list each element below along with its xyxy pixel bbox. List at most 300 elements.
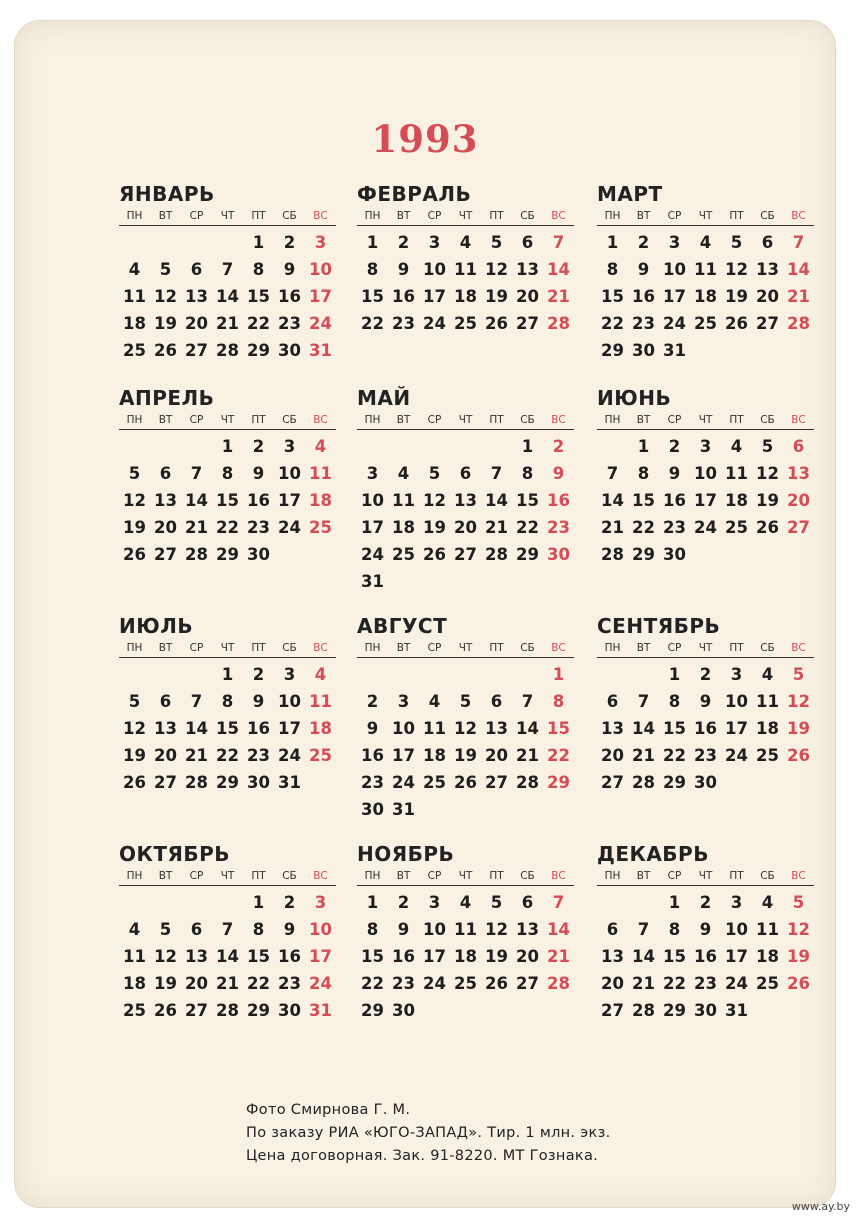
day-cell: 3	[730, 665, 743, 684]
day-cell: 3	[699, 437, 712, 456]
weekday-label: СБ	[282, 642, 297, 654]
day-cell: 31	[663, 341, 686, 360]
empty-cell	[450, 433, 481, 460]
day-cell: 27	[601, 1001, 624, 1020]
weekday-label: ПН	[604, 210, 621, 222]
empty-cell	[119, 433, 150, 460]
day-cell: 25	[454, 314, 477, 333]
empty-cell	[450, 661, 481, 688]
weekday-label: ВС	[551, 210, 566, 222]
day-cell: 4	[761, 893, 774, 912]
weekday-label: ПН	[126, 870, 143, 882]
day-cell: 17	[423, 947, 446, 966]
day-cell: 23	[663, 518, 686, 537]
day-cell: 19	[756, 491, 779, 510]
day-cell: 1	[252, 893, 265, 912]
weekday-label: СР	[189, 642, 204, 654]
weekday-label: ПТ	[251, 642, 266, 654]
weekday-header	[597, 867, 814, 886]
day-cell: 25	[725, 518, 748, 537]
day-cell: 3	[283, 437, 296, 456]
day-cell: 10	[725, 920, 748, 939]
day-cell: 25	[309, 746, 332, 765]
day-cell: 27	[154, 773, 177, 792]
day-cell: 28	[632, 773, 655, 792]
month-block	[597, 613, 819, 841]
weekday-label: СР	[667, 870, 682, 882]
day-cell: 24	[361, 545, 384, 564]
day-cell: 20	[185, 974, 208, 993]
day-cell: 2	[252, 665, 265, 684]
day-cell: 21	[516, 746, 539, 765]
day-cell: 18	[123, 974, 146, 993]
day-cell: 6	[521, 233, 534, 252]
day-cell: 30	[694, 773, 717, 792]
day-cell: 15	[216, 719, 239, 738]
day-cell: 23	[632, 314, 655, 333]
day-grid	[597, 433, 814, 568]
weekday-label: ВС	[551, 414, 566, 426]
day-cell: 5	[490, 893, 503, 912]
day-cell: 25	[423, 773, 446, 792]
month-block	[119, 613, 357, 841]
day-cell: 23	[361, 773, 384, 792]
weekday-label: СБ	[520, 642, 535, 654]
day-cell: 12	[123, 491, 146, 510]
day-cell: 27	[516, 974, 539, 993]
weekday-label: ЧТ	[698, 414, 713, 426]
day-grid	[597, 889, 814, 1024]
empty-cell	[388, 661, 419, 688]
day-cell: 25	[123, 341, 146, 360]
day-cell: 10	[423, 260, 446, 279]
day-cell: 21	[601, 518, 624, 537]
day-cell: 9	[252, 464, 265, 483]
day-cell: 6	[761, 233, 774, 252]
empty-cell	[119, 229, 150, 256]
weekday-label: СБ	[760, 870, 775, 882]
empty-cell	[628, 661, 659, 688]
day-cell: 2	[397, 893, 410, 912]
day-cell: 19	[787, 947, 810, 966]
weekday-label: ВТ	[396, 210, 411, 222]
weekday-label: ПН	[126, 210, 143, 222]
day-cell: 15	[663, 719, 686, 738]
empty-cell	[597, 433, 628, 460]
day-cell: 7	[521, 692, 534, 711]
weekday-label: СР	[189, 414, 204, 426]
day-cell: 26	[787, 974, 810, 993]
day-cell: 11	[123, 947, 146, 966]
day-cell: 7	[190, 692, 203, 711]
month-name: ФЕВРАЛЬ	[357, 182, 472, 206]
day-cell: 1	[221, 437, 234, 456]
day-cell: 9	[397, 920, 410, 939]
day-cell: 8	[637, 464, 650, 483]
day-cell: 4	[314, 437, 327, 456]
day-cell: 13	[601, 947, 624, 966]
empty-cell	[357, 661, 388, 688]
weekday-label: ЧТ	[220, 414, 235, 426]
day-cell: 15	[216, 491, 239, 510]
day-cell: 28	[216, 1001, 239, 1020]
day-cell: 11	[454, 260, 477, 279]
weekday-header	[119, 411, 336, 430]
day-cell: 11	[694, 260, 717, 279]
day-cell: 13	[516, 260, 539, 279]
day-cell: 8	[252, 260, 265, 279]
day-cell: 30	[632, 341, 655, 360]
weekday-label: ВС	[791, 414, 806, 426]
empty-cell	[212, 229, 243, 256]
day-cell: 10	[309, 260, 332, 279]
month-block	[357, 841, 597, 1069]
day-cell: 14	[601, 491, 624, 510]
day-cell: 13	[185, 947, 208, 966]
day-cell: 29	[516, 545, 539, 564]
day-cell: 27	[516, 314, 539, 333]
day-cell: 21	[632, 974, 655, 993]
weekday-label: ПТ	[489, 870, 504, 882]
day-cell: 27	[185, 1001, 208, 1020]
day-cell: 24	[309, 314, 332, 333]
weekday-label: СР	[667, 414, 682, 426]
day-cell: 17	[361, 518, 384, 537]
day-cell: 16	[632, 287, 655, 306]
empty-cell	[181, 433, 212, 460]
day-cell: 30	[694, 1001, 717, 1020]
day-cell: 4	[699, 233, 712, 252]
day-cell: 30	[247, 773, 270, 792]
day-cell: 20	[154, 746, 177, 765]
day-cell: 9	[668, 464, 681, 483]
weekday-label: ЧТ	[698, 210, 713, 222]
empty-cell	[481, 661, 512, 688]
day-cell: 16	[392, 947, 415, 966]
day-cell: 9	[699, 692, 712, 711]
empty-cell	[119, 661, 150, 688]
day-cell: 12	[154, 287, 177, 306]
day-cell: 26	[725, 314, 748, 333]
day-cell: 1	[637, 437, 650, 456]
day-cell: 29	[547, 773, 570, 792]
day-cell: 9	[366, 719, 379, 738]
day-cell: 1	[221, 665, 234, 684]
month-block	[357, 385, 597, 613]
day-cell: 7	[490, 464, 503, 483]
weekday-label: СБ	[282, 210, 297, 222]
weekday-header	[357, 639, 574, 658]
day-cell: 19	[454, 746, 477, 765]
day-cell: 5	[761, 437, 774, 456]
weekday-label: ПН	[364, 414, 381, 426]
weekday-label: ПТ	[729, 642, 744, 654]
day-cell: 26	[123, 773, 146, 792]
day-cell: 20	[516, 947, 539, 966]
day-cell: 2	[668, 437, 681, 456]
day-cell: 12	[756, 464, 779, 483]
weekday-label: ЧТ	[458, 210, 473, 222]
empty-cell	[212, 889, 243, 916]
day-cell: 22	[663, 746, 686, 765]
weekday-label: СР	[667, 642, 682, 654]
day-cell: 1	[606, 233, 619, 252]
day-cell: 23	[278, 974, 301, 993]
day-cell: 17	[392, 746, 415, 765]
day-cell: 2	[252, 437, 265, 456]
weekday-label: ЧТ	[220, 642, 235, 654]
day-cell: 4	[459, 233, 472, 252]
day-cell: 29	[663, 773, 686, 792]
day-cell: 4	[428, 692, 441, 711]
day-grid	[357, 433, 574, 595]
day-cell: 20	[601, 746, 624, 765]
day-cell: 11	[392, 491, 415, 510]
weekday-label: СР	[667, 210, 682, 222]
day-cell: 18	[392, 518, 415, 537]
day-cell: 14	[547, 920, 570, 939]
day-cell: 30	[278, 1001, 301, 1020]
day-cell: 20	[454, 518, 477, 537]
weekday-header	[119, 207, 336, 226]
day-cell: 2	[699, 665, 712, 684]
day-cell: 27	[185, 341, 208, 360]
day-cell: 12	[454, 719, 477, 738]
weekday-label: СР	[427, 414, 442, 426]
day-cell: 11	[123, 287, 146, 306]
day-cell: 17	[309, 287, 332, 306]
day-cell: 3	[428, 893, 441, 912]
day-cell: 6	[521, 893, 534, 912]
day-cell: 27	[787, 518, 810, 537]
day-cell: 3	[314, 233, 327, 252]
day-cell: 7	[637, 920, 650, 939]
day-cell: 22	[216, 746, 239, 765]
weekday-label: ПН	[364, 870, 381, 882]
empty-cell	[628, 889, 659, 916]
day-cell: 1	[668, 893, 681, 912]
day-cell: 12	[485, 920, 508, 939]
weekday-label: СР	[189, 210, 204, 222]
day-cell: 26	[423, 545, 446, 564]
day-cell: 23	[392, 314, 415, 333]
day-cell: 10	[278, 464, 301, 483]
day-cell: 21	[216, 974, 239, 993]
weekday-header	[119, 639, 336, 658]
day-cell: 20	[756, 287, 779, 306]
day-cell: 11	[454, 920, 477, 939]
day-cell: 20	[485, 746, 508, 765]
day-cell: 5	[730, 233, 743, 252]
month-block	[357, 613, 597, 841]
day-grid	[119, 229, 336, 364]
day-cell: 11	[423, 719, 446, 738]
day-cell: 14	[516, 719, 539, 738]
day-cell: 9	[283, 920, 296, 939]
day-cell: 12	[485, 260, 508, 279]
day-cell: 17	[725, 947, 748, 966]
day-cell: 3	[428, 233, 441, 252]
weekday-label: ВС	[313, 414, 328, 426]
day-cell: 15	[547, 719, 570, 738]
weekday-label: ЧТ	[458, 642, 473, 654]
day-cell: 19	[154, 314, 177, 333]
day-cell: 16	[278, 947, 301, 966]
day-cell: 6	[490, 692, 503, 711]
day-cell: 10	[278, 692, 301, 711]
day-cell: 19	[787, 719, 810, 738]
day-cell: 4	[730, 437, 743, 456]
weekday-label: СР	[427, 642, 442, 654]
empty-cell	[119, 889, 150, 916]
day-cell: 23	[278, 314, 301, 333]
day-cell: 5	[128, 692, 141, 711]
day-cell: 25	[123, 1001, 146, 1020]
weekday-header	[597, 411, 814, 430]
day-cell: 4	[128, 260, 141, 279]
weekday-label: ЧТ	[698, 642, 713, 654]
day-cell: 30	[361, 800, 384, 819]
weekday-label: СБ	[282, 870, 297, 882]
day-cell: 28	[601, 545, 624, 564]
day-cell: 19	[123, 746, 146, 765]
day-cell: 23	[247, 518, 270, 537]
day-cell: 22	[601, 314, 624, 333]
weekday-label: СР	[189, 870, 204, 882]
day-cell: 25	[392, 545, 415, 564]
day-cell: 26	[154, 341, 177, 360]
day-cell: 29	[361, 1001, 384, 1020]
day-cell: 14	[216, 287, 239, 306]
day-cell: 13	[154, 719, 177, 738]
day-cell: 23	[247, 746, 270, 765]
empty-cell	[419, 661, 450, 688]
weekday-label: ВС	[791, 210, 806, 222]
day-cell: 7	[221, 260, 234, 279]
day-cell: 16	[547, 491, 570, 510]
day-cell: 26	[485, 314, 508, 333]
day-cell: 10	[423, 920, 446, 939]
month-block	[357, 181, 597, 385]
day-cell: 5	[428, 464, 441, 483]
weekday-label: ВТ	[636, 642, 651, 654]
weekday-label: ВС	[791, 642, 806, 654]
day-cell: 21	[216, 314, 239, 333]
day-cell: 17	[278, 491, 301, 510]
day-cell: 7	[606, 464, 619, 483]
day-cell: 27	[756, 314, 779, 333]
day-cell: 12	[725, 260, 748, 279]
day-cell: 8	[221, 692, 234, 711]
day-cell: 16	[663, 491, 686, 510]
weekday-label: СБ	[520, 210, 535, 222]
day-grid	[119, 433, 336, 568]
day-cell: 18	[725, 491, 748, 510]
weekday-label: ВТ	[158, 870, 173, 882]
day-cell: 14	[216, 947, 239, 966]
watermark: www.ay.by	[791, 1200, 850, 1213]
day-cell: 16	[278, 287, 301, 306]
day-cell: 26	[454, 773, 477, 792]
day-cell: 12	[787, 692, 810, 711]
day-cell: 31	[361, 572, 384, 591]
month-name: ОКТЯБРЬ	[119, 842, 231, 866]
day-cell: 15	[632, 491, 655, 510]
weekday-label: ЧТ	[698, 870, 713, 882]
months-grid	[119, 181, 819, 1069]
day-cell: 17	[663, 287, 686, 306]
day-cell: 12	[154, 947, 177, 966]
day-cell: 2	[283, 893, 296, 912]
day-grid	[357, 889, 574, 1024]
day-cell: 30	[663, 545, 686, 564]
day-cell: 4	[314, 665, 327, 684]
weekday-label: ПН	[604, 870, 621, 882]
weekday-label: СБ	[282, 414, 297, 426]
day-cell: 19	[485, 287, 508, 306]
day-cell: 22	[663, 974, 686, 993]
day-cell: 28	[216, 341, 239, 360]
day-cell: 2	[637, 233, 650, 252]
weekday-label: ВС	[551, 870, 566, 882]
day-cell: 24	[278, 746, 301, 765]
day-cell: 22	[216, 518, 239, 537]
weekday-label: ПН	[604, 414, 621, 426]
empty-cell	[150, 661, 181, 688]
day-cell: 26	[123, 545, 146, 564]
day-cell: 27	[601, 773, 624, 792]
weekday-label: СР	[427, 210, 442, 222]
day-cell: 26	[756, 518, 779, 537]
month-name: АПРЕЛЬ	[119, 386, 215, 410]
day-cell: 15	[663, 947, 686, 966]
day-cell: 7	[190, 464, 203, 483]
day-cell: 29	[632, 545, 655, 564]
day-cell: 16	[392, 287, 415, 306]
credits-line-photo: Фото Смирнова Г. М.	[246, 1102, 411, 1118]
weekday-label: ВТ	[636, 870, 651, 882]
day-cell: 5	[159, 260, 172, 279]
day-cell: 5	[792, 893, 805, 912]
weekday-header	[119, 867, 336, 886]
day-cell: 1	[366, 893, 379, 912]
day-cell: 18	[756, 719, 779, 738]
empty-cell	[512, 661, 543, 688]
weekday-header	[597, 639, 814, 658]
day-cell: 1	[668, 665, 681, 684]
day-cell: 24	[309, 974, 332, 993]
day-cell: 15	[361, 947, 384, 966]
day-cell: 21	[185, 746, 208, 765]
day-cell: 5	[159, 920, 172, 939]
day-cell: 3	[366, 464, 379, 483]
day-cell: 8	[252, 920, 265, 939]
day-cell: 15	[247, 287, 270, 306]
day-cell: 28	[185, 773, 208, 792]
day-grid	[357, 229, 574, 337]
month-name: ЯНВАРЬ	[119, 182, 215, 206]
day-cell: 13	[516, 920, 539, 939]
day-cell: 23	[392, 974, 415, 993]
day-cell: 16	[247, 491, 270, 510]
day-cell: 28	[632, 1001, 655, 1020]
day-cell: 29	[216, 773, 239, 792]
day-cell: 22	[547, 746, 570, 765]
day-cell: 28	[547, 974, 570, 993]
day-cell: 9	[699, 920, 712, 939]
day-cell: 13	[154, 491, 177, 510]
month-name: МАЙ	[357, 386, 411, 410]
